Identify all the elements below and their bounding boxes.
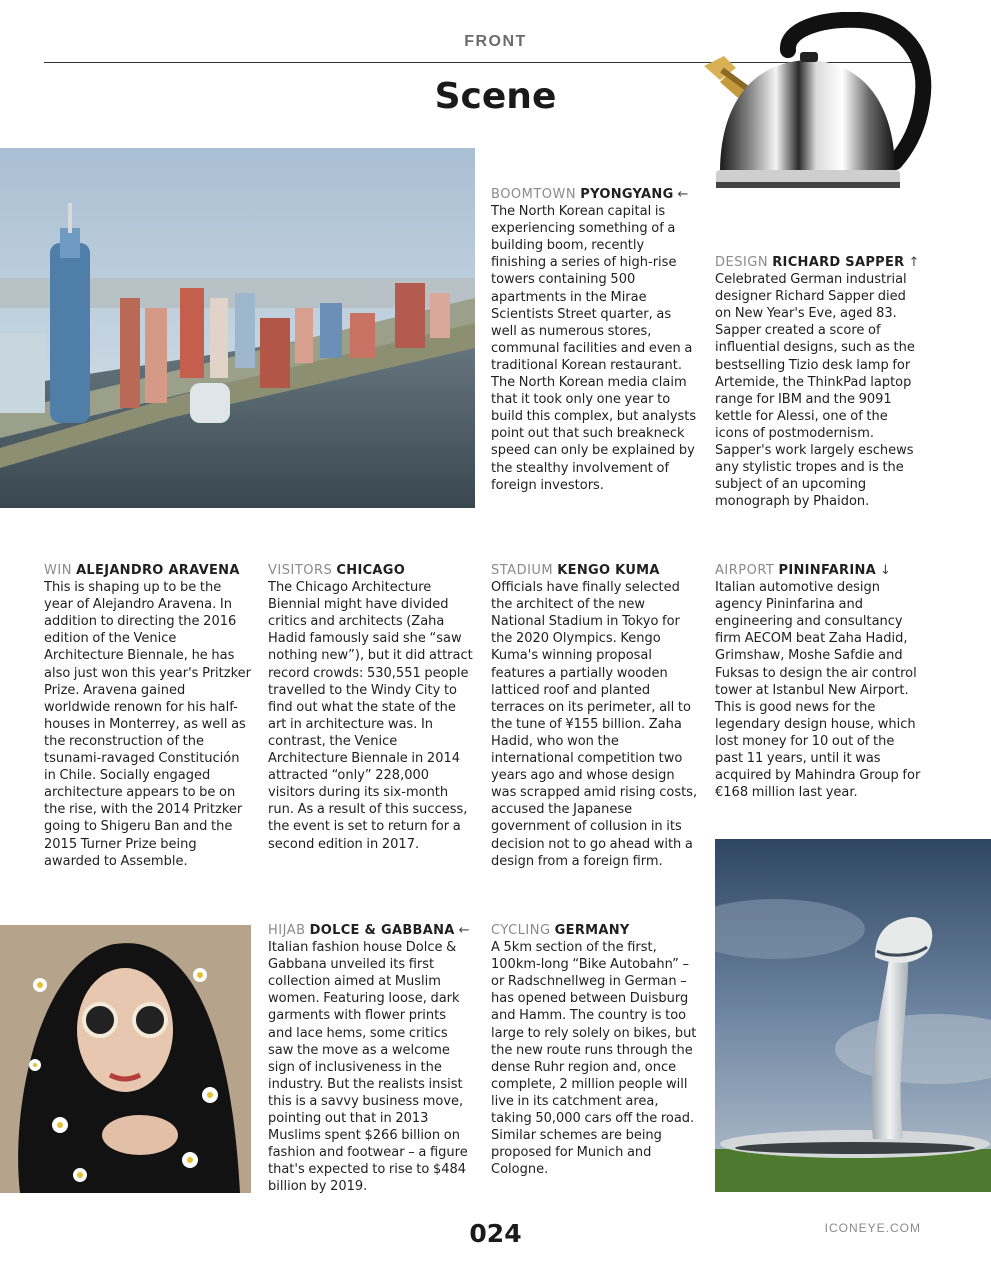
article-pininfarina — [715, 562, 925, 801]
left-arrow-icon: ← — [458, 923, 470, 938]
article-body: The Chicago Architecture Biennial might have divided critics and architects (Zaha Hadid famously said she “saw nothing new”), but it did attract record crowds: 530,551 people travelled to the Windy City to find out what the state of the art in architecture was. In contrast, the Venice Architecture Biennale in 2014 attracted “only” 228,000 visitors during its six-month run. As a result of this success, the event is set to return for a second edition in 2017. — [268, 580, 473, 852]
article-kuma — [491, 562, 701, 870]
article-category: CYCLING — [491, 923, 551, 938]
article-subject: GERMANY — [554, 923, 630, 938]
airport-tower-photo — [715, 839, 991, 1192]
article-category: BOOMTOWN — [491, 187, 577, 202]
article-heading — [491, 922, 701, 939]
article-category: WIN — [44, 563, 72, 578]
article-category: DESIGN — [715, 255, 769, 270]
article-heading — [268, 922, 474, 939]
article-cycling — [491, 922, 701, 1178]
article-body: Italian automotive design agency Pininfarina and engineering and consultancy firm AECOM beat Zaha Hadid, Grimshaw, Moshe Safdie and Fuksas to design the air control tower at Istanbul New Airport. This is good news for the legendary design house, which lost money for 10 out of the past 11 years, until it was acquired by Mahindra Group for €168 million last year. — [715, 580, 921, 801]
article-subject: ALEJANDRO ARAVENA — [76, 563, 240, 578]
section-label: FRONT — [464, 33, 527, 50]
down-arrow-icon: ↓ — [880, 563, 891, 578]
article-subject: PININFARINA — [778, 563, 876, 578]
article-sapper — [715, 254, 923, 510]
article-subject: RICHARD SAPPER — [772, 255, 905, 270]
article-heading — [491, 186, 697, 203]
article-body: A 5km section of the first, 100km-long “Bike Autobahn” – or Radschnellweg in German – has opened between Duisburg and Hamm. The country is too large to rely solely on bikes, but the new route runs through the dense Ruhr region and, once complete, 2 million people will live in its catchment area, taking 50,000 cars off the road. Similar schemes are being proposed for Munich and Cologne. — [491, 940, 697, 1178]
article-body: This is shaping up to be the year of Alejandro Aravena. In addition to directing the 2016 edition of the Venice Architecture Biennale, he has also just won this year's Pritzker Prize. Aravena gained worldwide renown for his half-houses in Monterrey, as well as the reconstruction of the tsunami-ravaged Constitución in Chile. Socially engaged architecture appears to be on the rise, with the 2014 Pritzker going to Shigeru Ban and the 2015 Turner Prize being awarded to Assemble. — [44, 580, 251, 869]
article-subject: PYONGYANG — [580, 187, 674, 202]
article-subject: KENGO KUMA — [557, 563, 660, 578]
article-category: HIJAB — [268, 923, 306, 938]
article-hijab — [268, 922, 474, 1196]
article-body: Italian fashion house Dolce & Gabbana unveiled its first collection aimed at Muslim women. Featuring loose, dark garments with flower prints and lace hems, some critics saw the move as a welcome sign of inclusiveness in the industry. But the realists insist this is a savvy business move, pointing out that in 2013 Muslims spent $266 billion on fashion and footwear – a figure that's expected to rise to $484 billion by 2019. — [268, 940, 468, 1195]
article-body: The North Korean capital is experiencing something of a building boom, recently finishing a series of high-rise towers containing 500 apartments in the Mirae Scientists Street quarter, as well as numerous stores, communal facilities and even a traditional Korean restaurant. The North Korean media claim that it took only one year to build this complex, but analysts point out that such breakneck speed can only be explained by the stealthy involvement of foreign investors. — [491, 204, 697, 493]
page-number: 024 — [469, 1219, 522, 1248]
page-title: Scene — [434, 76, 557, 117]
article-category: STADIUM — [491, 563, 554, 578]
article-heading — [268, 562, 474, 579]
article-aravena — [44, 562, 252, 870]
article-heading — [491, 562, 701, 579]
article-category: VISITORS — [268, 563, 333, 578]
article-category: AIRPORT — [715, 563, 775, 578]
article-pyongyang — [491, 186, 697, 494]
article-heading — [715, 562, 925, 579]
article-heading — [715, 254, 923, 271]
article-body: Celebrated German industrial designer Richard Sapper died on New Year's Eve, aged 83. Sapper created a score of influential designs, such as the bestselling Tizio desk lamp for Artemide, the ThinkPad laptop range for IBM and the 9091 kettle for Alessi, one of the icons of postmodernism. Sapper's work largely eschews any stylistic tropes and is the subject of an upcoming monograph by Phaidon. — [715, 272, 915, 510]
article-subject: DOLCE & GABBANA — [309, 923, 455, 938]
kettle-photo — [690, 12, 935, 202]
article-chicago — [268, 562, 474, 853]
left-arrow-icon: ← — [677, 187, 689, 202]
pyongyang-skyline-photo — [0, 148, 475, 508]
article-heading — [44, 562, 252, 579]
article-subject: CHICAGO — [336, 563, 406, 578]
article-body: Officials have finally selected the architect of the new National Stadium in Tokyo for the 2020 Olympics. Kengo Kuma's winning proposal features a partially wooden latticed roof and planted terraces on its perimeter, all to the tune of ¥155 billion. Zaha Hadid, who won the international competition two years ago and whose design was scrapped amid rising costs, accused the Japanese government of collusion in its decision not to go ahead with a design from a foreign firm. — [491, 580, 698, 869]
hijab-fashion-photo — [0, 925, 251, 1193]
up-arrow-icon: ↑ — [908, 255, 920, 270]
site-url: ICONEYE.COM — [824, 1221, 921, 1235]
